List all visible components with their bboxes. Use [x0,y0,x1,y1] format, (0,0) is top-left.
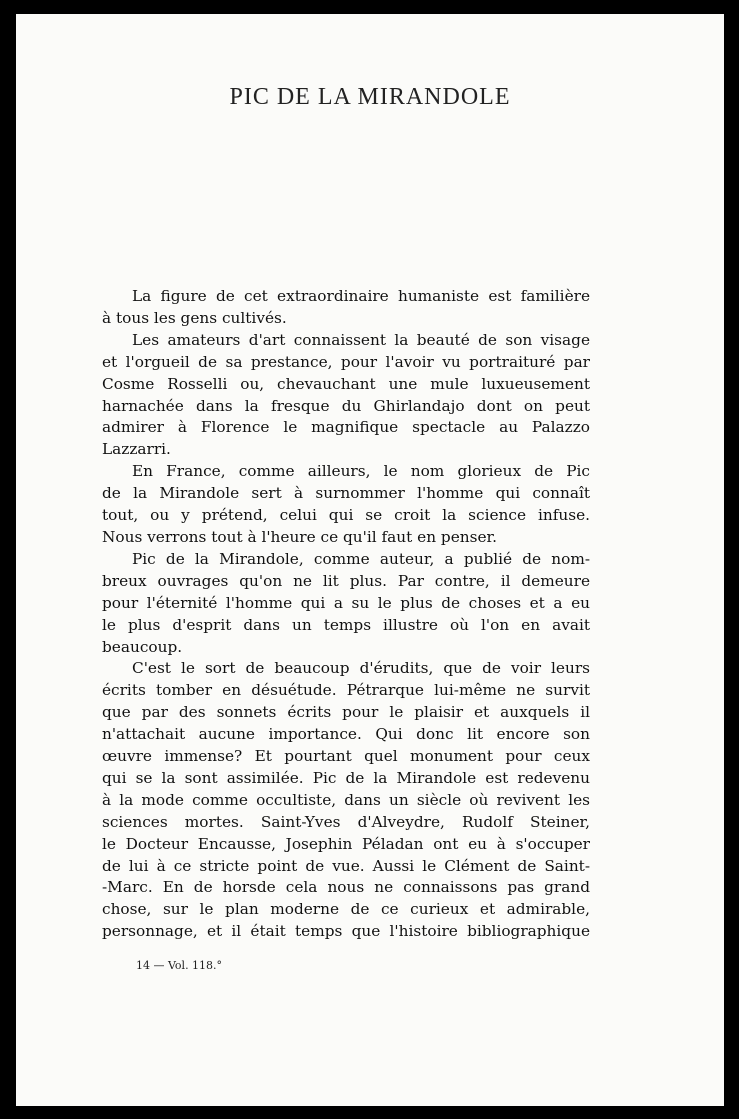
text-line: Nous verrons tout à l'heure ce qu'il faut en penser. [102,527,498,546]
body-text [102,286,590,943]
text-line: La figure de cet extraordinaire humaniste est familière [132,287,590,305]
text-line: Pic de la Mirandole, comme auteur, a publié de nom- [132,549,590,568]
paragraph-3 [102,461,590,549]
text-line: le plus d'esprit dans un temps illustre où l'on en avait [102,615,590,634]
page-footer-signature: 14 — Vol. 118.° [136,959,223,972]
text-line: pour l'éternité l'homme qui a su le plus de choses et a eu [102,593,590,612]
text-line: En France, comme ailleurs, le nom glorieux de Pic [132,462,590,481]
text-line: œuvre immense? Et pourtant quel monument pour ceux [102,747,590,766]
paragraph-5 [102,658,590,943]
text-line: sciences mortes. Saint-Yves d'Alveydre, Rudolf Steiner, [102,812,590,831]
text-line: Lazzarri. [102,440,171,459]
text-line: n'attachait aucune importance. Qui donc lit encore son [102,725,590,744]
text-line: tout, ou y prétend, celui qui se croit la science infuse. [102,506,590,525]
text-line: harnachée dans la fresque du Ghirlandajo dont on peut [102,396,590,415]
text-line: écrits tomber en désuétude. Pétrarque lui-même ne survit [102,681,590,700]
text-line: que par des sonnets écrits pour le plaisir et auxquels il [102,703,590,722]
text-line: breux ouvrages qu'on ne lit plus. Par contre, il demeure [102,571,590,590]
text-line: et l'orgueil de sa prestance, pour l'avoir vu portraituré par [102,352,590,371]
text-line: admirer à Florence le magnifique spectacle au Palazzo [102,418,590,437]
text-line: -Marc. En de horsde cela nous ne connaissons pas grand [102,878,590,897]
paragraph-2 [102,330,590,461]
paragraph-4 [102,549,590,659]
text-line: personnage, et il était temps que l'histoire bibliographique [102,922,590,941]
text-line: chose, sur le plan moderne de ce curieux et admirable, [102,900,590,919]
paragraph-1 [102,286,590,330]
text-line: qui se la sont assimilée. Pic de la Mirandole est redevenu [102,768,590,787]
document-page [16,14,724,1106]
text-line: C'est le sort de beaucoup d'érudits, que de voir leurs [132,659,590,678]
text-line: beaucoup. [102,637,183,656]
text-line: Les amateurs d'art connaissent la beauté de son visage [132,330,590,349]
text-line: à tous les gens cultivés. [102,308,287,327]
text-line: de lui à ce stricte point de vue. Aussi le Clément de Saint- [102,856,590,875]
text-line: Cosme Rosselli ou, chevauchant une mule luxueusement [102,374,590,393]
page-title: PIC DE LA MIRANDOLE [229,84,511,110]
text-line: à la mode comme occultiste, dans un siècle où revivent les [102,790,590,809]
text-line: de la Mirandole sert à surnommer l'homme qui connaît [102,484,590,503]
text-line: le Docteur Encausse, Josephin Péladan ont eu à s'occuper [102,834,590,853]
